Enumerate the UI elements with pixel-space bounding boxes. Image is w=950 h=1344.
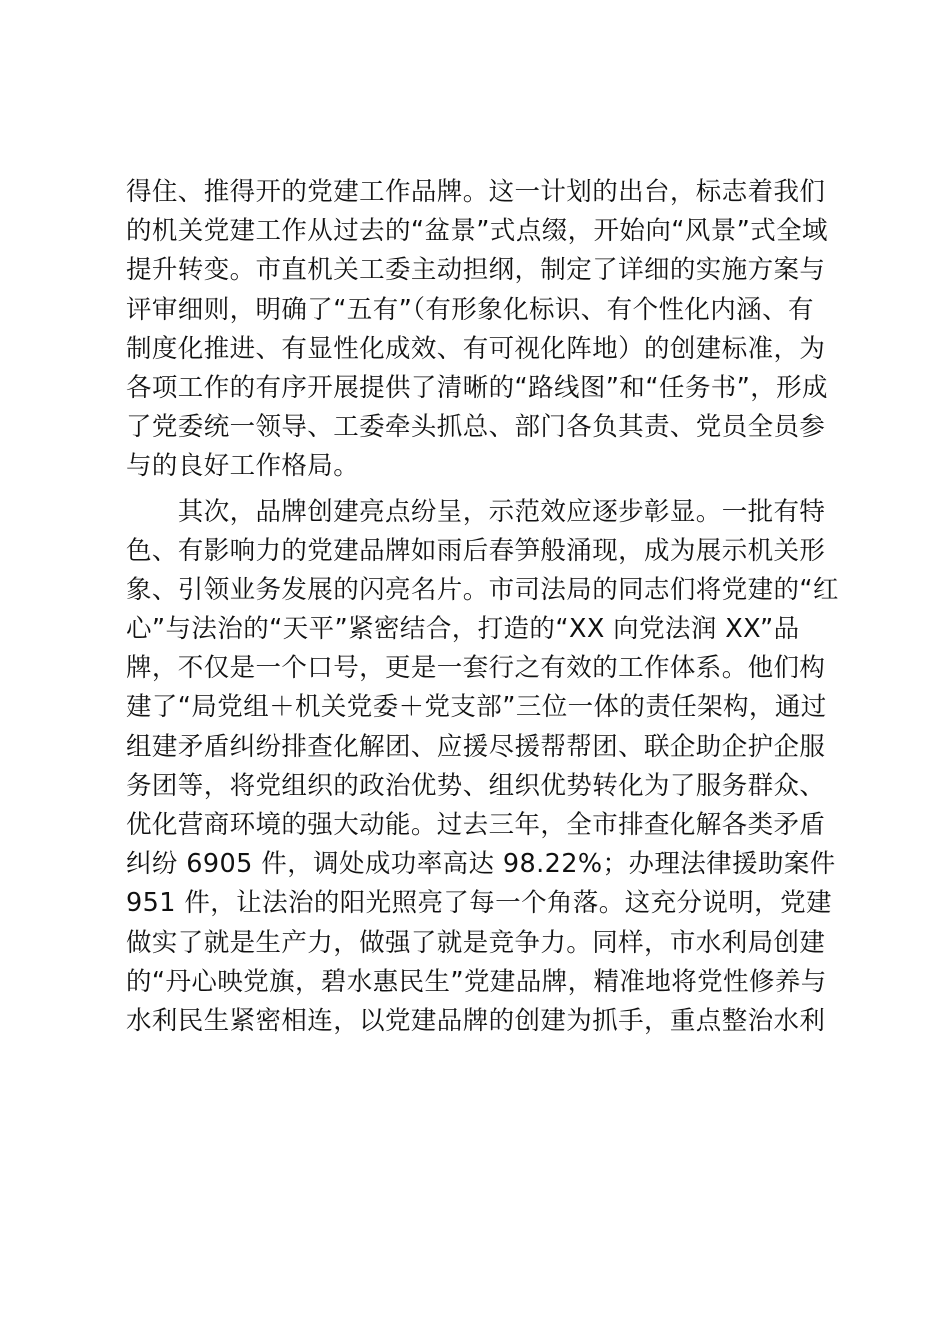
text-line: 的“丹心映党旗，碧水惠民生”党建品牌，精准地将党性修养与 [126, 966, 827, 997]
text-line: 951 件，让法治的阳光照亮了每一个角落。这充分说明，党建 [126, 888, 832, 919]
text-line: 提升转变。市直机关工委主动担纲，制定了详细的实施方案与 [126, 255, 826, 286]
text-line: 做实了就是生产力，做强了就是竞争力。同样，市水利局创建 [126, 927, 826, 958]
text-line: 纠纷 6905 件，调处成功率高达 98.22%；办理法律援助案件 [126, 849, 836, 880]
text-line: 水利民生紧密相连，以党建品牌的创建为抓手，重点整治水利 [126, 1005, 826, 1036]
text-line: 的机关党建工作从过去的“盆景”式点缀，开始向“风景”式全域 [126, 216, 828, 247]
text-line: 评审细则，明确了“五有”（有形象化标识、有个性化内涵、有 [126, 294, 814, 325]
text-line: 心”与法治的“天平”紧密结合，打造的“XX 向党法润 XX”品 [126, 614, 800, 645]
text-line: 得住、推得开的党建工作品牌。这一计划的出台，标志着我们 [126, 177, 826, 207]
text-line: 其次，品牌创建亮点纷呈，示范效应逐步彰显。一批有特 [126, 496, 826, 527]
text-line: 组建矛盾纠纷排查化解团、应援尽援帮帮团、联企助企护企服 [126, 731, 826, 762]
text-line: 优化营商环境的强大动能。过去三年，全市排查化解各类矛盾 [126, 810, 826, 840]
paragraph-1 [126, 173, 831, 487]
text-line: 色、有影响力的党建品牌如雨后春笋般涌现，成为展示机关形 [126, 535, 826, 566]
text-line: 牌，不仅是一个口号，更是一套行之有效的工作体系。他们构 [126, 653, 826, 684]
text-line: 与的良好工作格局。 [126, 451, 360, 482]
text-line: 制度化推进、有显性化成效、有可视化阵地）的创建标准，为 [126, 333, 826, 364]
text-line: 建了“局党组＋机关党委＋党支部”三位一体的责任架构，通过 [126, 692, 827, 723]
text-line: 各项工作的有序开展提供了清晰的“路线图”和“任务书”，形成 [126, 372, 828, 403]
text-line: 象、引领业务发展的闪亮名片。市司法局的同志们将党建的“红 [126, 574, 839, 605]
paragraph-2 [126, 493, 839, 1042]
text-line: 务团等，将党组织的政治优势、组织优势转化为了服务群众、 [126, 770, 826, 801]
text-line: 了党委统一领导、工委牵头抓总、部门各负其责、党员全员参 [126, 412, 826, 443]
document-body [126, 173, 839, 1041]
